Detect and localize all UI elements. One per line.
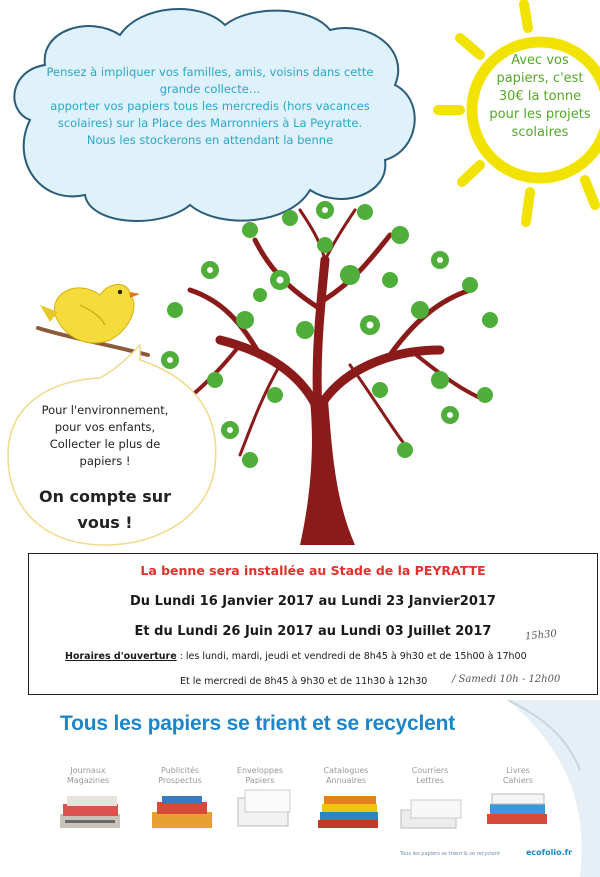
recycle-title: Tous les papiers se trient et se recyclent <box>60 712 456 735</box>
footer-tagline: Tous les papiers se trient & se recyclent <box>400 851 500 857</box>
category-journaux <box>48 766 128 786</box>
cloud-line: apporter vos papiers tous les mercredis (hors vacances <box>50 99 370 113</box>
sun-line: papiers, c'est <box>496 71 584 86</box>
bubble-line: Pour l'environnement, <box>41 403 169 417</box>
sun-line: scolaires <box>511 125 569 140</box>
handwritten-time: 15h30 <box>524 628 558 643</box>
cloud-line: scolaires) sur la Place des Marronniers à La Peyratte. <box>57 116 363 130</box>
bubble-message <box>20 402 190 470</box>
category-label: Papiers <box>245 776 275 785</box>
category-label: Prospectus <box>158 776 202 785</box>
hours-text: : les lundi, mardi, jeudi et vendredi de 8h45 à 9h30 et de 15h00 à 17h00 <box>176 651 527 662</box>
cloud-line: Pensez à impliquer vos familles, amis, voisins dans cette <box>46 65 374 79</box>
period-2: Et du Lundi 26 Juin 2017 au Lundi 03 Juillet 2017 <box>134 624 492 639</box>
wednesday-hours: Et le mercredi de 8h45 à 9h30 et de 11h30 à 12h30 <box>180 676 428 687</box>
category-label: Magazines <box>66 776 110 785</box>
bubble-highlight-line: On compte sur <box>38 487 172 506</box>
cloud-line: grande collecte… <box>159 82 261 96</box>
cloud-message <box>40 64 380 149</box>
bubble-line: papiers ! <box>79 454 131 468</box>
category-label: Cahiers <box>502 776 534 785</box>
letters-image <box>396 792 466 832</box>
sun-line: pour les projets <box>489 107 591 122</box>
ecofolio-logo: ecofolio.fr <box>526 848 573 857</box>
category-catalogues <box>306 766 386 786</box>
sun-line: 30€ la tonne <box>498 89 582 104</box>
bubble-highlight <box>20 484 190 536</box>
catalogues-image <box>313 792 383 832</box>
category-livres <box>478 766 558 786</box>
info-title: La benne sera installée au Stade de la PEYRATTE <box>140 563 486 578</box>
sun-message <box>480 52 600 142</box>
newspapers-image <box>55 792 125 832</box>
category-label: Lettres <box>416 776 444 785</box>
category-label: Journaux <box>70 766 106 775</box>
envelopes-image <box>230 788 300 828</box>
category-enveloppes <box>220 766 300 786</box>
category-label: Annuaires <box>325 776 366 785</box>
category-label: Publicités <box>160 766 200 775</box>
bubble-line: Collecter le plus de <box>49 437 161 451</box>
sun-line: Avec vos <box>511 53 569 68</box>
opening-hours <box>65 651 595 662</box>
flyers-image <box>147 792 217 832</box>
category-label: Courriers <box>411 766 449 775</box>
category-label: Catalogues <box>323 766 369 775</box>
bubble-highlight-line: vous ! <box>77 513 133 532</box>
category-label: Livres <box>506 766 530 775</box>
hours-label: Horaires d'ouverture <box>65 651 177 662</box>
books-image <box>482 788 552 828</box>
category-publicites <box>140 766 220 786</box>
category-label: Enveloppes <box>236 766 284 775</box>
cloud-line: Nous les stockerons en attendant la benne <box>86 133 334 147</box>
bubble-line: pour vos enfants, <box>54 420 156 434</box>
handwritten-note: / Samedi 10h - 12h00 <box>452 674 561 685</box>
period-1: Du Lundi 16 Janvier 2017 au Lundi 23 Janvier2017 <box>130 594 496 609</box>
category-courriers <box>390 766 470 786</box>
